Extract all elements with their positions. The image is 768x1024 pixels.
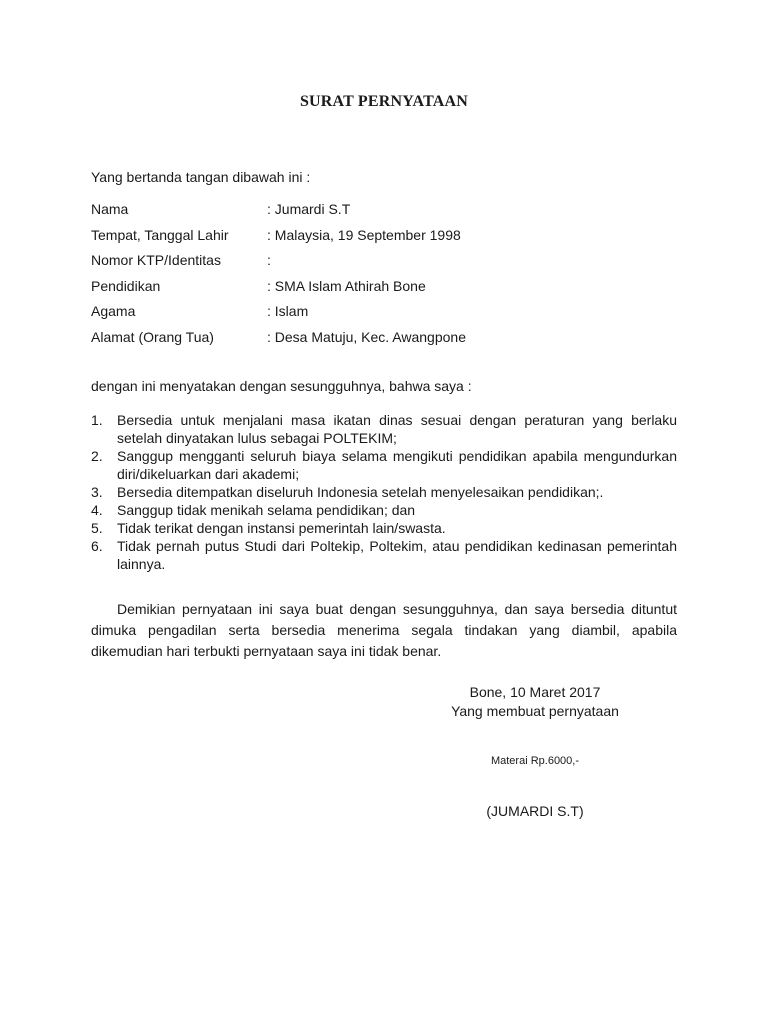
- list-item: [91, 519, 677, 537]
- list-text: Tidak pernah putus Studi dari Poltekip, Poltekim, atau pendidikan kedinasan pemerintah lainnya.: [117, 538, 677, 572]
- closing-paragraph: Demikian pernyataan ini saya buat dengan sesungguhnya, dan saya bersedia dituntut dimuka pengadilan serta bersedia menerima segala tindakan yang diambil, apabila dikemudian hari terbukti pernyataan saya ini tidak benar.: [91, 601, 677, 659]
- list-number: 6.: [91, 538, 103, 554]
- identity-value: : Jumardi S.T: [267, 201, 351, 217]
- list-text: Bersedia ditempatkan diseluruh Indonesia setelah menyelesaikan pendidikan;.: [117, 484, 604, 500]
- identity-value: :: [267, 252, 271, 268]
- identity-label: Nomor KTP/Identitas: [91, 252, 221, 268]
- statement-list: [91, 411, 677, 573]
- list-number: 2.: [91, 448, 103, 464]
- list-item: [91, 447, 677, 483]
- identity-row-birth: [91, 227, 466, 253]
- list-item: [91, 483, 677, 501]
- identity-value: : SMA Islam Athirah Bone: [267, 277, 426, 294]
- list-number: 4.: [91, 502, 103, 518]
- identity-row-address: [91, 329, 466, 355]
- identity-label: Alamat (Orang Tua): [91, 328, 214, 345]
- identity-value: : Desa Matuju, Kec. Awangpone: [267, 328, 466, 345]
- document-title: SURAT PERNYATAAN: [299, 93, 469, 110]
- list-number: 5.: [91, 520, 103, 536]
- stamp-duty-note: Materai Rp.6000,-: [490, 755, 580, 767]
- list-number: 3.: [91, 484, 103, 500]
- list-text: Tidak terikat dengan instansi pemerintah lain/swasta.: [117, 520, 446, 536]
- list-item: [91, 537, 677, 573]
- place-date: Bone, 10 Maret 2017: [469, 684, 601, 700]
- identity-row-name: [91, 201, 466, 227]
- identity-label: Agama: [91, 303, 136, 319]
- list-item: [91, 411, 677, 447]
- identity-label: Pendidikan: [91, 277, 161, 294]
- identity-label: Nama: [91, 201, 129, 217]
- list-text: Sanggup mengganti seluruh biaya selama mengikuti pendidikan apabila mengundurkan diri/dikeluarkan dari akademi;: [117, 448, 677, 482]
- identity-row-education: [91, 278, 466, 304]
- declaration-intro: dengan ini menyatakan dengan sesungguhnya, bahwa saya :: [91, 378, 472, 394]
- identity-label: Tempat, Tanggal Lahir: [91, 226, 229, 243]
- list-number: 1.: [91, 412, 103, 428]
- signer-caption: Yang membuat pernyataan: [451, 703, 619, 719]
- list-text: Bersedia untuk menjalani masa ikatan dinas sesuai dengan peraturan yang berlaku setelah dinyatakan lulus sebagai POLTEKIM;: [117, 412, 677, 446]
- identity-table: [91, 201, 466, 354]
- list-item: [91, 501, 677, 519]
- identity-row-id-number: [91, 252, 466, 278]
- intro-text: Yang bertanda tangan dibawah ini :: [91, 169, 311, 185]
- signer-name: (JUMARDI S.T): [486, 803, 584, 819]
- list-text: Sanggup tidak menikah selama pendidikan; dan: [117, 502, 416, 518]
- identity-value: : Malaysia, 19 September 1998: [267, 226, 461, 243]
- identity-row-religion: [91, 303, 466, 329]
- identity-value: : Islam: [267, 303, 309, 319]
